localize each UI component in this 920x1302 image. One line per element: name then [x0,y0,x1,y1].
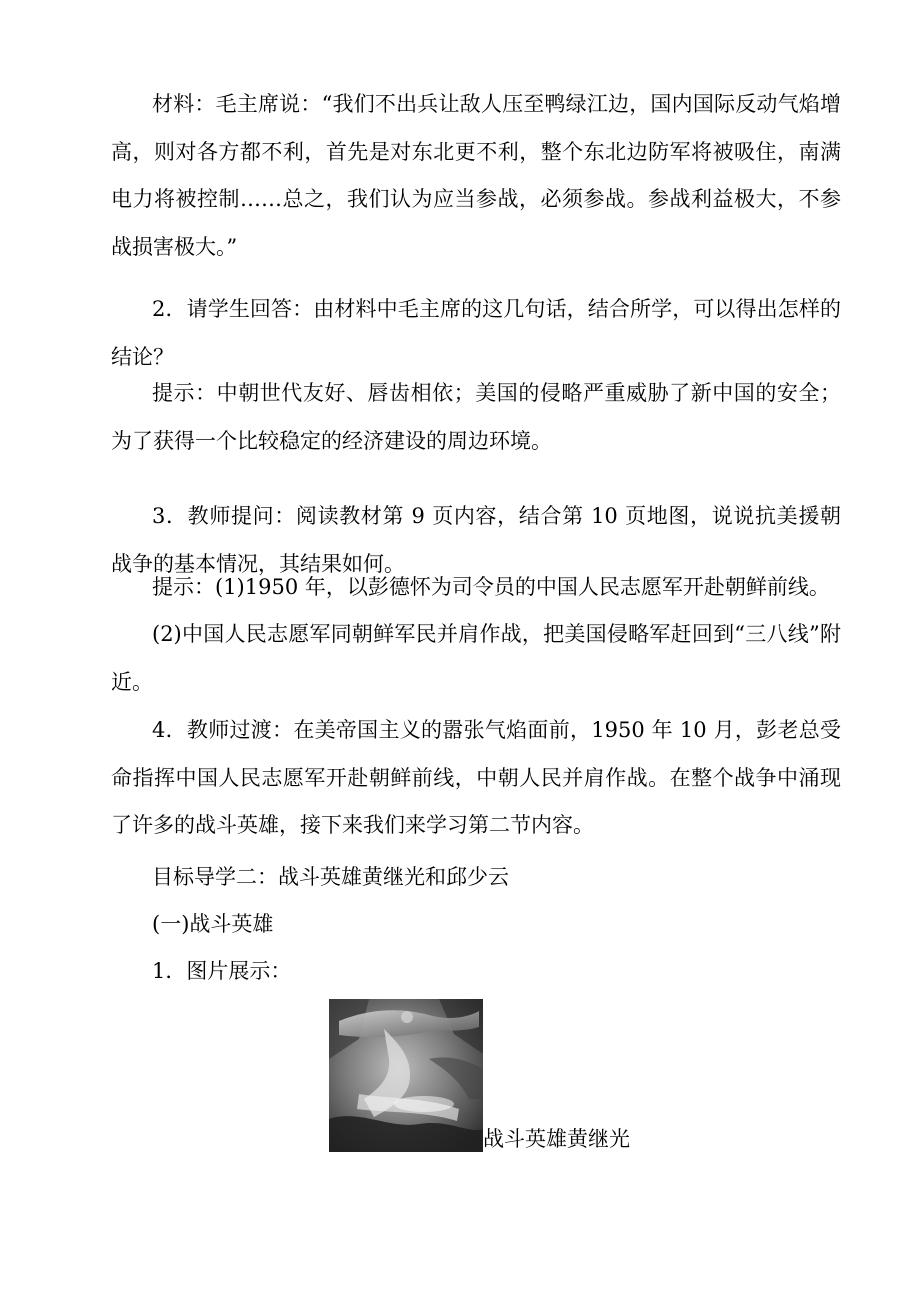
paragraph-question-2: 2．请学生回答：由材料中毛主席的这几句话，结合所学，可以得出怎样的结论？ [111,297,841,369]
paragraph-hint-3: (2)中国人民志愿军同朝鲜军民并肩作战，把美国侵略军赶回到“三八线”附近。 [111,622,841,694]
hero-photo-graphic [329,999,483,1152]
paragraph-question-3: 3．教师提问：阅读教材第 9 页内容，结合第 10 页地图，说说抗美援朝战争的基本情况，其结果如何。 [111,504,841,576]
paragraph-teacher-transition: 4．教师过渡：在美帝国主义的嚣张气焰面前，1950 年 10 月，彭老总受命指挥中国人民志愿军开赴朝鲜前线，中朝人民并肩作战。在整个战争中涌现了许多的战斗英雄，接下来我们来学习第二节内容。 [111,718,841,837]
paragraph-hint-2: 提示：(1)1950 年，以彭德怀为司令员的中国人民志愿军开赴朝鲜前线。 [152,575,830,599]
paragraph-material-quote: 材料：毛主席说：“我们不出兵让敌人压至鸭绿江边，国内国际反动气焰增高，则对各方都不利，首先是对东北更不利，整个东北边防军将被吸住，南满电力将被控制……总之，我们认为应当参战，必须参战。参战利益极大，不参战损害极大。” [111,92,841,259]
paragraph-hint-1: 提示：中朝世代友好、唇齿相依；美国的侵略严重威胁了新中国的安全；为了获得一个比较稳定的经济建设的周边环境。 [111,381,841,453]
hero-photo [329,999,483,1152]
paragraph-image-display: 1．图片展示： [152,959,292,983]
section-heading-goal-2: 目标导学二：战斗英雄黄继光和邱少云 [152,865,509,889]
subsection-heading-heroes: (一)战斗英雄 [152,912,274,936]
hero-photo-caption: 战斗英雄黄继光 [483,1127,630,1151]
